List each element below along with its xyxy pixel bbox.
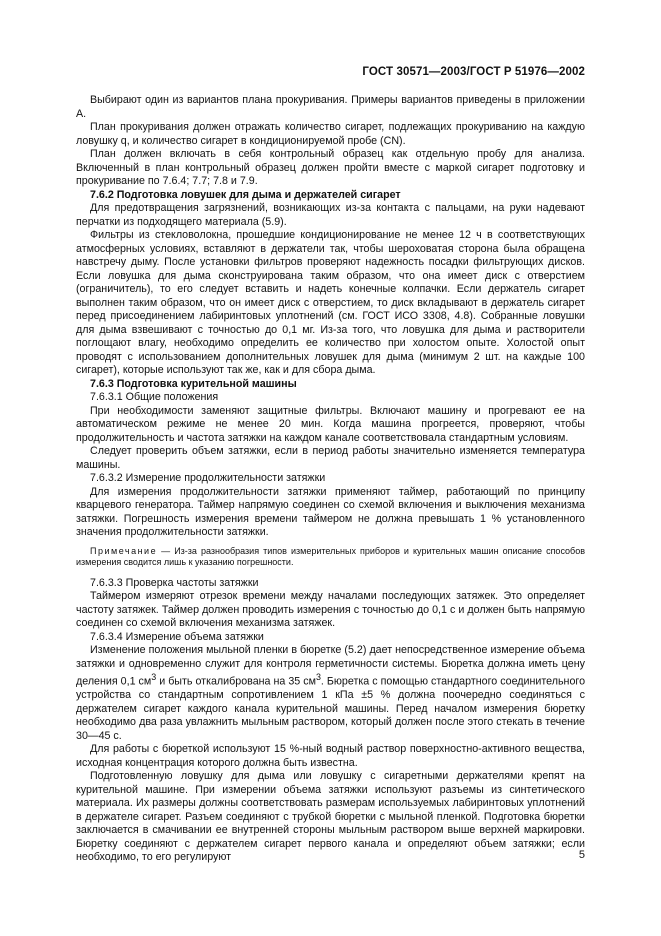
- superscript: 3: [151, 672, 157, 682]
- text-run: Изменение положения мыльной пленки в бюретке (5.2) дает непосредственное измерение объема затяжки и одновременно служит для контроля герметичности системы. Бюретка должна иметь цену деления 0,1 см: [76, 644, 585, 688]
- paragraph: Фильтры из стекловолокна, прошедшие кондиционирование не менее 12 ч в соответствующих атмосферных условиях, вставляют в держатели так, чтобы шероховатая сторона была обращена навстречу дыму. После установки фильтров проверяют надежность посадки фильтрующих дисков. Если ловушка для дыма сконструирована таким образом, что она имеет диск с отверстием (ограничитель), то его следует вставить и надеть конечные колпачки. Если держатель сигарет выполнен таким образом, что он имеет диск с отверстием, то диск вкладывают в держатель сигарет перед присоединением лабиринтовых уплотнений (см. ГОСТ ИСО 3308, 4.8). Собранные ловушки для дыма взвешивают с точностью до 0,1 мг. Из-за того, что ловушка для дыма и растворители поглощают влагу, необходимо определить ее количество при холостом опыте. Холостой опыт проводят с использованием дополнительных ловушек для дыма (минимум 2 шт. на каждые 100 сигарет), которые используют так же, как и для сбора дыма.: [76, 229, 585, 376]
- paragraph: Следует проверить объем затяжки, если в период работы значительно изменяется температура машины.: [76, 445, 585, 471]
- subsection-heading-7-6-3-1: 7.6.3.1 Общие положения: [90, 391, 219, 403]
- paragraph: [76, 644, 585, 743]
- paragraph: Выбирают один из вариантов плана прокуривания. Примеры вариантов приведены в приложении А.: [76, 94, 585, 120]
- subsection-heading-7-6-3-2: 7.6.3.2 Измерение продолжительности затяжки: [90, 472, 326, 484]
- paragraph: План должен включать в себя контрольный образец как отдельную пробу для анализа. Включенный в план контрольный образец должен пройти вместе с маркой сигарет подготовку и прокуривание по 7.6.4; 7.7; 7.8 и 7.9.: [76, 148, 585, 187]
- subsection-heading-7-6-3-3: 7.6.3.3 Проверка частоты затяжки: [90, 576, 259, 589]
- note-label: Примечание: [90, 545, 158, 556]
- text-run: и быть откалибрована на 35 см: [156, 675, 316, 688]
- superscript: 3: [315, 672, 321, 682]
- paragraph: Для работы с бюреткой используют 15 %-ный водный раствор поверхностно-активного вещества, исходная концентрация которого должна быть известна.: [76, 743, 585, 769]
- document-header: ГОСТ 30571—2003/ГОСТ Р 51976—2002: [362, 66, 585, 78]
- paragraph: Для измерения продолжительности затяжки применяют таймер, работающий по принципу кварцевого генератора. Таймер напрямую соединен со схемой включения и выключения механизма затяжки. Погрешность измерения времени таймером не должна превышать 1 % установленного значения продолжительности затяжки.: [76, 485, 585, 538]
- page-number: 5: [578, 849, 585, 861]
- paragraph: План прокуривания должен отражать количество сигарет, подлежащих прокуриванию на каждую ловушку q, и количество сигарет в кондиционируемой пробе (CN).: [76, 121, 585, 147]
- text-run: . Бюретка с помощью стандартного соединительного устройства со стандартным сопротивлением 1 кПа ±5 % должна поочередно соединяться с держателем сигарет каждого канала курительной машины. Перед началом измерения бюретку необходимо два раза увлажнить мыльным раствором, который должен после этого стекать в течение 30—45 с.: [76, 675, 586, 742]
- paragraph: Подготовленную ловушку для дыма или ловушку с сигаретными держателями крепят на курительной машине. При измерении объема затяжки используют разъемы из синтетического материала. Их размеры должны соответствовать размерам используемых лабиринтовых уплотнений в держателе сигарет. Разъем соединяют с трубкой бюретки с мыльной пленкой. Подготовка бюретки заключается в смачивании ее внутренней стороны мыльным раствором выше верхней маркировки. Бюретку соединяют с держателем сигарет первого канала и определяют объем затяжки; если необходимо, то его регулируют: [76, 770, 585, 864]
- paragraph: Таймером измеряют отрезок времени между началами последующих затяжек. Это определяет частоту затяжек. Таймер должен проводить измерения с точностью до 0,1 с и должен быть напрямую соединен со схемой включения механизма затяжек.: [76, 590, 585, 629]
- note: [76, 546, 585, 569]
- paragraph: Для предотвращения загрязнений, возникающих из-за контакта с пальцами, на руки надевают перчатки из подходящего материала (5.9).: [76, 202, 585, 228]
- note-text: — Из-за разнообразия типов измерительных приборов и курительных машин описание способов измерения сводится лишь к указанию погрешности.: [76, 545, 585, 567]
- paragraph: При необходимости заменяют защитные фильтры. Включают машину и прогревают ее на автоматическом режиме не менее 20 мин. Когда машина прогреется, проверяют, чтобы продолжительность и частота затяжки на каждом канале соответствовала стандартным условиям.: [76, 404, 585, 444]
- document-body: [76, 94, 585, 865]
- subsection-heading-7-6-3-4: 7.6.3.4 Измерение объема затяжки: [90, 630, 264, 643]
- section-heading-7-6-2: 7.6.2 Подготовка ловушек для дыма и держателей сигарет: [90, 188, 401, 201]
- section-heading-7-6-3: 7.6.3 Подготовка курительной машины: [90, 377, 297, 390]
